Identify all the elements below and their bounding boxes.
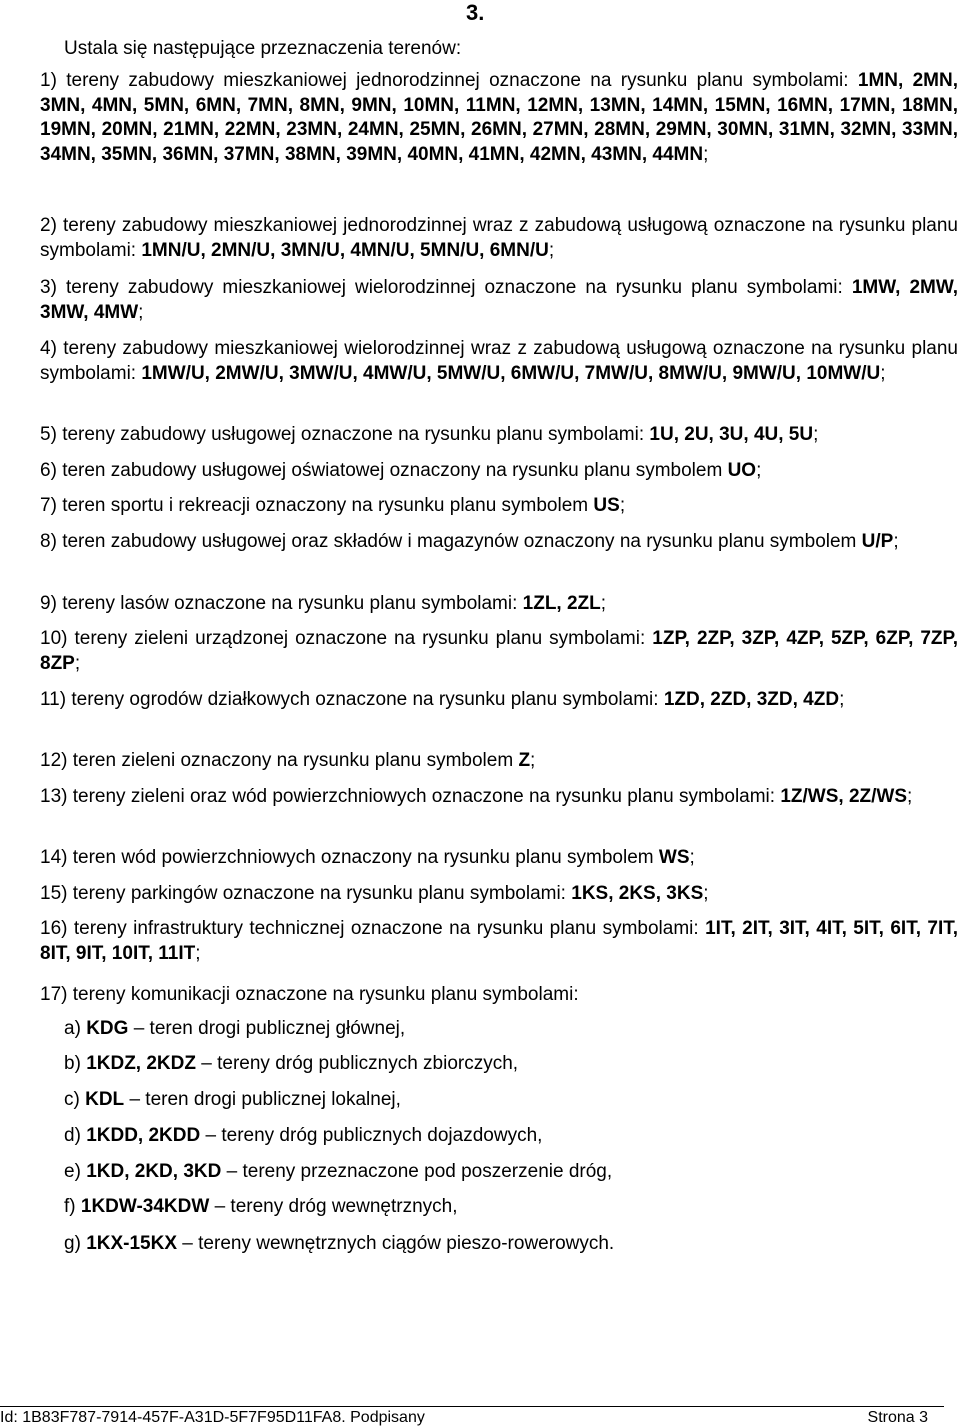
list-item [40,917,958,966]
list-item [40,69,958,167]
sub-list-item [64,1124,542,1148]
sub-code: 1KD, 2KD, 3KD [86,1161,222,1182]
item-text: tereny ogrodów działkowych oznaczone na rysunku planu symbolami: [71,689,659,710]
item-text: teren zabudowy usługowej oraz składów i magazynów oznaczony na rysunku planu symbolem [62,531,857,552]
item-text: tereny zabudowy mieszkaniowej wielorodzinnej oznaczone na rysunku planu symbolami: [65,277,843,298]
item-codes: 1MW/U, 2MW/U, 3MW/U, 4MW/U, 5MW/U, 6MW/U, 7MW/U, 8MW/U, 9MW/U, 10MW/U [141,362,881,384]
item-codes: 1IT, 2IT, 3IT, 4IT, 5IT, 6IT, 7IT, 8IT, 9IT, 10IT, 11IT [40,918,959,964]
sub-desc: – tereny dróg publicznych zbiorczych, [201,1053,519,1074]
item-text: tereny zabudowy mieszkaniowej jednorodzinnej wraz z zabudową usługową oznaczone na rysunku planu symbolami: [40,215,959,261]
sub-letter: d) [64,1125,81,1146]
sub-list-item [64,1017,405,1041]
item-number: 14) [40,847,68,868]
list-item [40,846,958,871]
item-number: 13) [40,786,68,807]
item-text: tereny lasów oznaczone na rysunku planu symbolami: [62,593,518,614]
list-item [40,688,958,713]
list-item [40,423,958,448]
section-number: 3. [466,0,485,25]
sub-desc: – tereny wewnętrznych ciągów pieszo-rowerowych. [182,1233,615,1254]
item-end: ; [530,750,536,771]
item-text: teren sportu i rekreacji oznaczony na rysunku planu symbolem [62,495,589,516]
item-end: ; [600,593,607,614]
item-codes: 1ZL, 2ZL [522,593,601,614]
sub-list-item [64,1052,518,1076]
item-codes: Z [518,750,531,771]
footer-page-number: Strona 3 [867,1409,928,1426]
intro-text: Ustala się następujące przeznaczenia terenów: [64,38,462,59]
item-codes: 1U, 2U, 3U, 4U, 5U [649,424,814,445]
sub-desc: – teren drogi publicznej lokalnej, [129,1089,401,1110]
item-end: ; [756,460,762,481]
item-number: 8) [40,531,57,552]
footer-divider [0,1406,944,1407]
item-text: tereny zabudowy mieszkaniowej wielorodzinnej wraz z zabudową usługową oznaczone na rysunku planu symbolami: [40,338,958,384]
item-number: 10) [40,628,68,649]
item-end: ; [907,786,913,807]
item-codes: US [593,495,620,516]
item-text: tereny zieleni oraz wód powierzchniowych oznaczone na rysunku planu symbolami: [72,786,776,807]
item-text: teren zabudowy usługowej oświatowej oznaczony na rysunku planu symbolem [62,460,723,481]
sub-list-item [64,1160,612,1184]
item-number: 15) [40,883,68,904]
sub-code: 1KDW-34KDW [80,1196,210,1217]
sub-letter: c) [64,1089,80,1110]
item-text: tereny parkingów oznaczone na rysunku planu symbolami: [72,883,566,904]
footer-document-id: Id: 1B83F787-7914-457F-A31D-5F7F95D11FA8. Podpisany [0,1409,425,1426]
item-codes: 1MW, 2MW, 3MW, 4MW [40,277,959,323]
sub-letter: e) [64,1161,81,1182]
list-item [40,785,958,810]
list-item [40,494,958,519]
sub-code: 1KDZ, 2KDZ [86,1053,196,1074]
item-end: ; [619,495,626,516]
item-codes: 1KS, 2KS, 3KS [571,883,704,904]
item-codes: UO [727,460,757,481]
list-item [40,214,958,263]
list-item [40,337,958,386]
item-end: ; [195,942,201,964]
sub-code: KDG [86,1018,129,1039]
item-number: 1) [40,70,57,91]
item-codes: WS [658,847,690,868]
sub-list-item [64,1195,457,1219]
item-end: ; [813,424,819,445]
list-item [40,749,958,774]
list-item [40,983,958,1008]
sub-letter: b) [64,1053,81,1074]
list-item [40,627,958,676]
item-codes: 1ZD, 2ZD, 3ZD, 4ZD [663,689,840,710]
item-number: 9) [40,593,57,614]
list-item [40,592,958,617]
item-number: 7) [40,495,57,516]
item-number: 6) [40,460,57,481]
sub-desc: – tereny dróg publicznych dojazdowych, [205,1125,543,1146]
item-number: 2) [40,215,57,236]
item-end: ; [893,531,899,552]
item-end: ; [703,883,709,904]
sub-letter: a) [64,1018,81,1039]
item-number: 17) [40,984,68,1005]
sub-desc: – tereny przeznaczone pod poszerzenie dróg, [226,1161,613,1182]
item-number: 3) [40,277,57,298]
list-item [40,530,958,555]
sub-letter: g) [64,1233,81,1254]
sub-code: 1KX-15KX [86,1233,178,1254]
item-end: ; [74,652,81,674]
item-end: ; [548,239,555,261]
item-number: 4) [40,338,57,359]
item-number: 16) [40,918,68,939]
item-codes: 1MN, 2MN, 3MN, 4MN, 5MN, 6MN, 7MN, 8MN, 9MN, 10MN, 11MN, 12MN, 13MN, 14MN, 15MN, 16MN, 17MN, 18MN, 19MN, 20MN, 21MN, 22MN, 23MN, 24MN, 25MN, 26MN, 27MN, 28MN, 29MN, 30MN, 31MN, 32MN, 33MN, 34MN, 35MN, 36MN, 37MN, 38MN, 39MN, 40MN, 41MN, 42MN, 43MN, 44MN [40,70,958,165]
item-number: 12) [40,750,68,771]
item-number: 5) [40,424,57,445]
item-end: ; [880,362,886,384]
item-text: tereny zabudowy mieszkaniowej jednorodzinnej oznaczone na rysunku planu symbolami: [66,70,849,91]
sub-code: 1KDD, 2KDD [86,1125,201,1146]
item-text: teren zieleni oznaczony na rysunku planu symbolem [72,750,514,771]
item-text: tereny zabudowy usługowej oznaczone na rysunku planu symbolami: [62,424,645,445]
list-item [40,459,958,484]
item-number: 11) [40,689,67,710]
item-codes: 1MN/U, 2MN/U, 3MN/U, 4MN/U, 5MN/U, 6MN/U [141,239,549,261]
item-text: tereny infrastruktury technicznej oznaczone na rysunku planu symbolami: [73,918,699,939]
item-end: ; [703,143,709,165]
item-codes: U/P [861,531,894,552]
item-end: ; [689,847,695,868]
sub-desc: – teren drogi publicznej głównej, [133,1018,406,1039]
item-end: ; [839,689,845,710]
sub-list-item [64,1232,614,1256]
item-text: teren wód powierzchniowych oznaczony na rysunku planu symbolem [72,847,654,868]
list-item [40,882,958,907]
item-codes: 1Z/WS, 2Z/WS [780,786,908,807]
item-codes: 1ZP, 2ZP, 3ZP, 4ZP, 5ZP, 6ZP, 7ZP, 8ZP [40,628,959,674]
sub-list-item [64,1088,401,1112]
sub-code: KDL [85,1089,125,1110]
sub-desc: – tereny dróg wewnętrznych, [214,1196,458,1217]
item-text: tereny komunikacji oznaczone na rysunku planu symbolami: [72,984,579,1005]
sub-letter: f) [64,1196,76,1217]
item-end: ; [138,301,144,323]
item-text: tereny zieleni urządzonej oznaczone na rysunku planu symbolami: [74,628,646,649]
list-item [40,276,958,325]
